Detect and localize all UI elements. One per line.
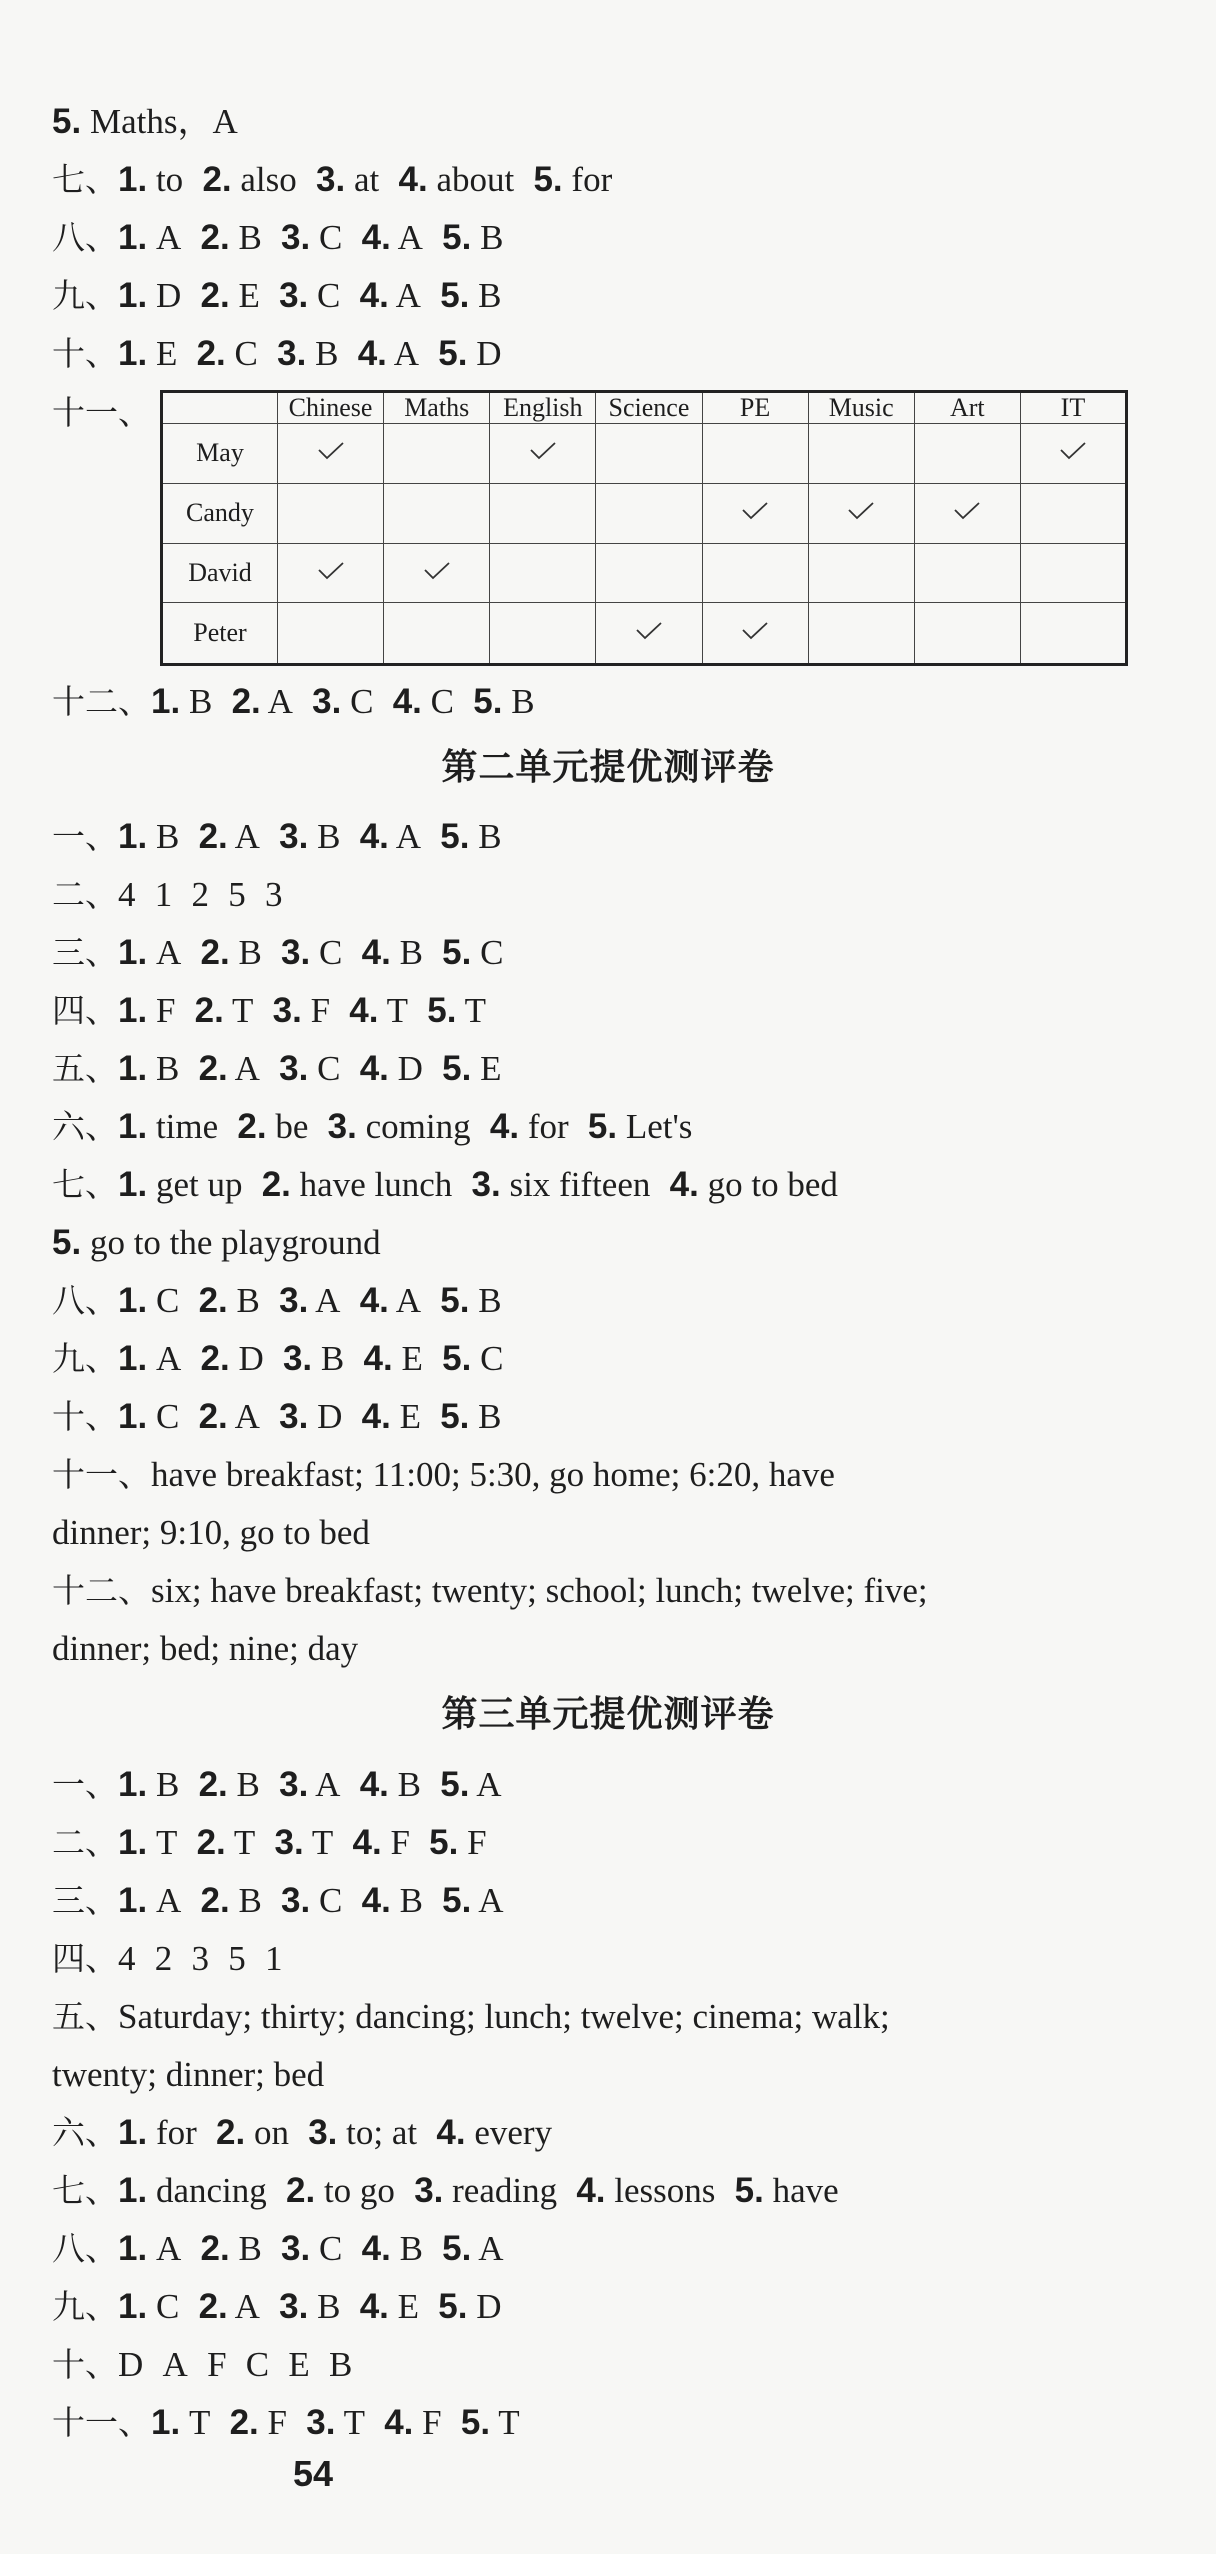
answer-text: 5. Maths，A (52, 102, 238, 141)
table-cell (1020, 424, 1126, 484)
subject-header: Music (808, 392, 914, 424)
question-label: 三、 (52, 1881, 118, 1920)
table-cell (702, 603, 808, 665)
table-cell (384, 483, 490, 543)
unit2-heading: 第二单元提优测评卷 (441, 747, 775, 788)
question-label: 九、 (52, 276, 118, 315)
table-cell (490, 483, 596, 543)
question-label: 七、 (52, 1165, 118, 1204)
table-cell (490, 543, 596, 603)
table-cell (808, 483, 914, 543)
table-row (162, 603, 1127, 665)
unit3-heading: 第三单元提优测评卷 (441, 1694, 775, 1735)
answer-line (52, 1624, 358, 1674)
answer-line (52, 1934, 283, 1984)
answer-line (52, 1818, 487, 1868)
question-label: 八、 (52, 1281, 118, 1320)
question-label: 四、 (52, 991, 118, 1030)
question-label: 十一、 (52, 1455, 151, 1494)
subject-header: Chinese (278, 392, 384, 424)
table-cell (278, 483, 384, 543)
question-label: 一、 (52, 817, 118, 856)
answer-text: 1. A 2. B 3. C 4. B 5. C (118, 933, 504, 972)
question-label: 十、 (52, 334, 118, 373)
answer-line (52, 2224, 503, 2274)
answer-line (52, 2108, 552, 2158)
answer-line (52, 2050, 324, 2100)
answer-text: 1. T 2. T 3. T 4. F 5. F (118, 1823, 487, 1862)
answer-line (52, 1760, 502, 1810)
subject-header: PE (702, 392, 808, 424)
checkmark-icon (317, 441, 345, 461)
table-cell (808, 603, 914, 665)
answer-line (52, 1508, 370, 1558)
table-cell (278, 424, 384, 484)
answer-text: dinner; 9:10, go to bed (52, 1513, 370, 1552)
table-cell (808, 424, 914, 484)
answer-line (52, 155, 612, 205)
checkmark-icon (317, 561, 345, 581)
table-cell (384, 603, 490, 665)
answer-text: 1. time 2. be 3. coming 4. for 5. Let's (118, 1107, 693, 1146)
table-cell (914, 424, 1020, 484)
answer-line (52, 812, 502, 862)
answer-text: 1. B 2. A 3. B 4. A 5. B (118, 817, 502, 856)
table-cell (702, 543, 808, 603)
answer-line (52, 329, 502, 379)
subject-header: Maths (384, 392, 490, 424)
table-cell (596, 483, 702, 543)
answer-text: 1. F 2. T 3. F 4. T 5. T (118, 991, 486, 1030)
question-label: 一、 (52, 1765, 118, 1804)
table-cell (702, 424, 808, 484)
answer-line (52, 1102, 692, 1152)
question-label: 五、 (52, 1049, 118, 1088)
unit1-q12: 十二、1. B 2. A 3. C 4. C 5. B (52, 682, 535, 721)
table-cell (596, 543, 702, 603)
table-cell (596, 424, 702, 484)
checkmark-icon (953, 501, 981, 521)
answer-text: Saturday; thirty; dancing; lunch; twelve; cinema; walk; (118, 1997, 890, 2036)
question-label: 十一、 (52, 2403, 151, 2442)
table-cell (384, 424, 490, 484)
answer-text: 1. B 2. A 3. C 4. C 5. B (151, 682, 535, 721)
table-cell (702, 483, 808, 543)
answer-text: 4 1 2 5 3 (118, 875, 283, 914)
answer-line (52, 870, 283, 920)
answer-line (52, 986, 486, 1036)
answer-line (52, 1160, 838, 1210)
table-cell (1020, 603, 1126, 665)
question-label: 十、 (52, 2345, 118, 2384)
student-name: Peter (162, 603, 278, 665)
question-label: 四、 (52, 1939, 118, 1978)
checkmark-icon (635, 621, 663, 641)
answer-text: D A F C E B (118, 2345, 353, 2384)
answer-text: 1. E 2. C 3. B 4. A 5. D (118, 334, 502, 373)
answer-line (52, 2398, 520, 2448)
question-label: 七、 (52, 160, 118, 199)
answer-line (52, 2166, 839, 2216)
subject-table (160, 390, 1128, 666)
answer-line (52, 1392, 502, 1442)
table-cell (384, 543, 490, 603)
subject-header: IT (1020, 392, 1126, 424)
answer-line (52, 1218, 381, 1268)
table-cell (1020, 543, 1126, 603)
checkmark-icon (423, 561, 451, 581)
corner-cell (162, 392, 278, 424)
subject-header: Art (914, 392, 1020, 424)
table-cell (278, 603, 384, 665)
question-label: 六、 (52, 1107, 118, 1146)
table-header-row (162, 392, 1127, 424)
table-cell (278, 543, 384, 603)
subject-header: English (490, 392, 596, 424)
checkmark-icon (1059, 441, 1087, 461)
answer-text: 4 2 3 5 1 (118, 1939, 283, 1978)
table-cell (914, 483, 1020, 543)
answer-line (52, 213, 503, 263)
table-cell (914, 543, 1020, 603)
checkmark-icon (847, 501, 875, 521)
answer-text: 1. for 2. on 3. to; at 4. every (118, 2113, 553, 2152)
table-question-label: 十一、 (52, 393, 151, 432)
answer-line (52, 97, 238, 147)
question-label: 七、 (52, 2171, 118, 2210)
answer-text: twenty; dinner; bed (52, 2055, 325, 2094)
answer-text: 1. to 2. also 3. at 4. about 5. for (118, 160, 613, 199)
answer-line (52, 928, 503, 978)
answer-line (52, 1992, 890, 2042)
question-label: 十二、 (52, 1571, 151, 1610)
table-row (162, 424, 1127, 484)
answer-line (52, 1044, 502, 1094)
answer-line (52, 1334, 503, 1384)
student-name: May (162, 424, 278, 484)
page-number: 54 (293, 2453, 334, 2494)
answer-text: have breakfast; 11:00; 5:30, go home; 6:20, have (151, 1455, 835, 1494)
table-cell (490, 424, 596, 484)
table-cell (596, 603, 702, 665)
table-body (162, 424, 1127, 665)
table-row (162, 483, 1127, 543)
answer-text: 1. D 2. E 3. C 4. A 5. B (118, 276, 502, 315)
subject-header: Science (596, 392, 702, 424)
table-row (162, 543, 1127, 603)
answer-text: six; have breakfast; twenty; school; lunch; twelve; five; (151, 1571, 928, 1610)
question-label: 八、 (52, 218, 118, 257)
answer-line (52, 2282, 502, 2332)
answer-line (52, 1566, 928, 1616)
answer-line (52, 2340, 352, 2390)
answer-text: 5. go to the playground (52, 1223, 381, 1262)
checkmark-icon (529, 441, 557, 461)
question-label: 三、 (52, 933, 118, 972)
answer-line (52, 1276, 502, 1326)
question-label: 九、 (52, 2287, 118, 2326)
answer-text: 1. A 2. B 3. C 4. A 5. B (118, 218, 504, 257)
question-label: 二、 (52, 1823, 118, 1862)
question-label: 五、 (52, 1997, 118, 2036)
answer-text: 1. C 2. A 3. B 4. E 5. D (118, 2287, 502, 2326)
answer-text: 1. dancing 2. to go 3. reading 4. lessons 5. have (118, 2171, 839, 2210)
answer-text: 1. get up 2. have lunch 3. six fifteen 4. go to bed (118, 1165, 838, 1204)
question-label: 八、 (52, 2229, 118, 2268)
answer-line (52, 271, 502, 321)
question-label: 六、 (52, 2113, 118, 2152)
answer-text: 1. C 2. A 3. D 4. E 5. B (118, 1397, 502, 1436)
answer-text: 1. A 2. B 3. C 4. B 5. A (118, 1881, 504, 1920)
answer-text: 1. T 2. F 3. T 4. F 5. T (151, 2403, 520, 2442)
answer-text: 1. A 2. B 3. C 4. B 5. A (118, 2229, 504, 2268)
question-label: 九、 (52, 1339, 118, 1378)
question-label: 二、 (52, 875, 118, 914)
student-name: Candy (162, 483, 278, 543)
checkmark-icon (741, 501, 769, 521)
checkmark-icon (741, 621, 769, 641)
student-name: David (162, 543, 278, 603)
answer-text: 1. C 2. B 3. A 4. A 5. B (118, 1281, 502, 1320)
table-cell (914, 603, 1020, 665)
table-cell (1020, 483, 1126, 543)
question-label: 十、 (52, 1397, 118, 1436)
table-cell (490, 603, 596, 665)
table-cell (808, 543, 914, 603)
answer-text: 1. A 2. D 3. B 4. E 5. C (118, 1339, 504, 1378)
answer-text: 1. B 2. A 3. C 4. D 5. E (118, 1049, 502, 1088)
answer-text: dinner; bed; nine; day (52, 1629, 359, 1668)
answer-line (52, 1876, 503, 1926)
answer-line (52, 1450, 835, 1500)
answer-text: 1. B 2. B 3. A 4. B 5. A (118, 1765, 502, 1804)
